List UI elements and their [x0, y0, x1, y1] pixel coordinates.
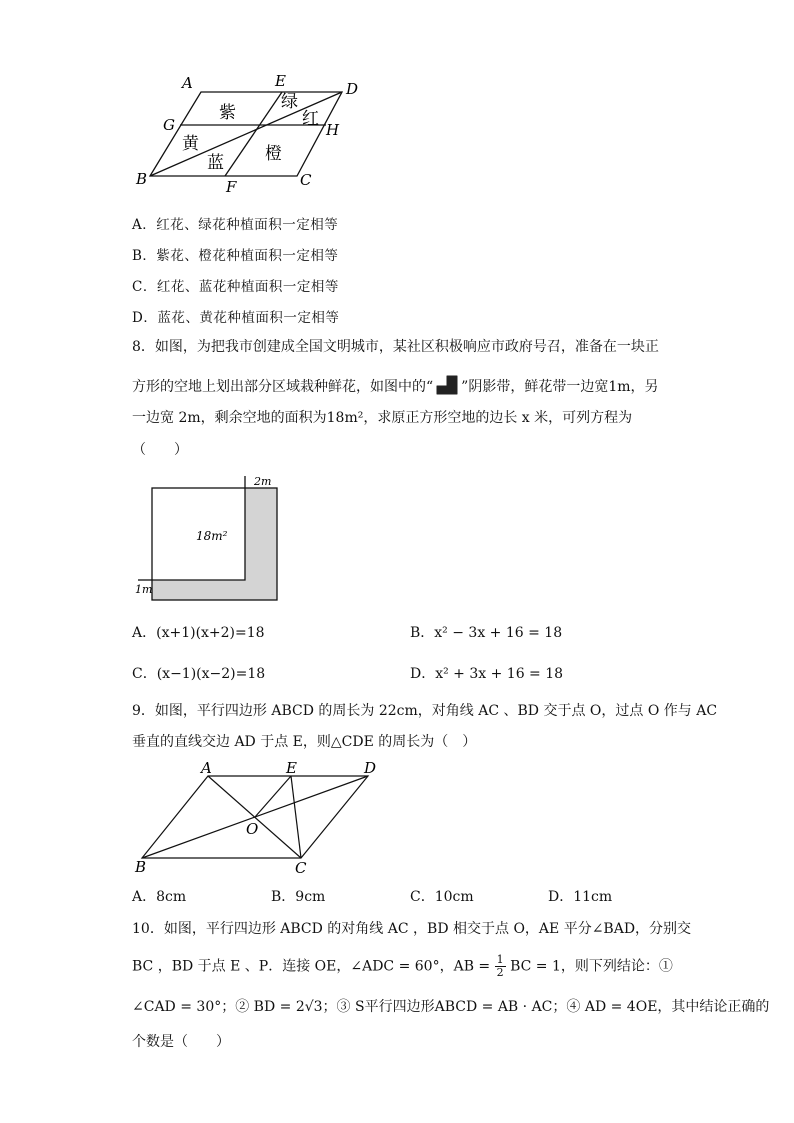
q9-option-a: A．8cm: [132, 889, 187, 905]
q10-fraction: [495, 954, 506, 979]
q10-frac-den: 2: [496, 966, 504, 979]
fig7-label-b: B: [136, 170, 148, 188]
fig9-label-e: E: [286, 760, 297, 777]
fig9-label-o: O: [246, 820, 259, 838]
fig7-region-yellow: 黄: [182, 134, 199, 154]
q7-option-c: C．红花、蓝花种植面积一定相等: [132, 279, 339, 295]
fig7-label-e: E: [275, 72, 286, 90]
fig7-label-h: H: [326, 121, 340, 139]
q10-line-1: 10．如图，平行四边形 ABCD 的对角线 AC ，BD 相交于点 O，AE 平分∠BAD，分别交: [132, 921, 692, 937]
fig9-label-b: B: [135, 858, 147, 876]
q8-line-1: 8．如图，为把我市创建成全国文明城市，某社区积极响应市政府号召，准备在一块正: [132, 339, 659, 355]
fig9-label-c: C: [295, 859, 307, 877]
fig9-label-d: D: [364, 760, 377, 777]
q9-option-d: D．11cm: [548, 889, 613, 905]
fig7-region-red: 红: [302, 109, 319, 129]
q8-line-3: 一边宽 2m，剩余空地的面积为18m²，求原正方形空地的边长 x 米，可列方程为: [132, 410, 633, 426]
fig7-label-g: G: [163, 116, 175, 134]
q8-line-4: （ ）: [132, 442, 188, 458]
fig8-shaded-strip: [152, 488, 277, 600]
l-shape-icon: [435, 375, 459, 395]
fig9-label-a: A: [201, 760, 212, 777]
fig7-parallelogram: [130, 68, 370, 196]
q10-line-2: [132, 954, 673, 979]
q9-line-2: 垂直的直线交边 AD 于点 E，则△CDE 的周长为（ ）: [132, 734, 477, 750]
q8-line-2: [132, 375, 659, 396]
fig7-label-d: D: [346, 80, 359, 98]
fig8-square: [132, 472, 282, 602]
fig7-region-green: 绿: [281, 92, 298, 112]
fig7-region-orange: 橙: [265, 144, 282, 164]
q9-line-1: 9．如图，平行四边形 ABCD 的周长为 22cm，对角线 AC 、BD 交于点 O，过点 O 作与 AC: [132, 703, 718, 719]
q10-line-2a: BC ，BD 于点 E 、P．连接 OE，∠ADC = 60°，AB =: [132, 958, 491, 975]
fig7-label-c: C: [300, 171, 312, 189]
fig7-diagonal-bd: [150, 92, 342, 176]
q7-option-d: D．蓝花、黄花种植面积一定相等: [132, 310, 340, 326]
q8-option-b: B．x² − 3x + 16 = 18: [410, 625, 563, 641]
fig7-label-a: A: [182, 74, 193, 92]
q10-frac-num: 1: [496, 953, 504, 966]
fig8-area-label: 18m²: [196, 529, 228, 543]
q8-option-c: C．(x−1)(x−2)=18: [132, 666, 266, 682]
fig7-region-blue: 蓝: [207, 153, 224, 173]
q9-option-c: C．10cm: [410, 889, 474, 905]
fig8-width-label: 2m: [254, 475, 272, 488]
q7-option-a: A．红花、绿花种植面积一定相等: [132, 217, 339, 233]
q8-line-2b: ”阴影带，鲜花带一边宽1m，另: [461, 379, 659, 395]
fig7-label-f: F: [226, 178, 237, 196]
q8-line-2a: 方形的空地上划出部分区域栽种鲜花，如图中的“: [132, 379, 434, 395]
fig9-parallelogram: [132, 760, 382, 880]
q8-option-d: D．x² + 3x + 16 = 18: [410, 666, 564, 682]
fig9-line-ec: [291, 776, 301, 858]
q7-option-b: B．紫花、橙花种植面积一定相等: [132, 248, 339, 264]
q9-option-b: B．9cm: [271, 889, 326, 905]
q8-option-a: A．(x+1)(x+2)=18: [132, 625, 265, 641]
fig8-height-label: 1m: [135, 583, 153, 596]
q10-line-2b: BC = 1，则下列结论：①: [510, 958, 673, 975]
q10-line-3: ∠CAD = 30°；② BD = 2√3；③ S平行四边形ABCD = AB · AC；④ AD = 4OE，其中结论正确的: [132, 999, 770, 1015]
q10-line-4: 个数是（ ）: [132, 1034, 230, 1050]
fig7-region-purple: 紫: [219, 103, 236, 123]
